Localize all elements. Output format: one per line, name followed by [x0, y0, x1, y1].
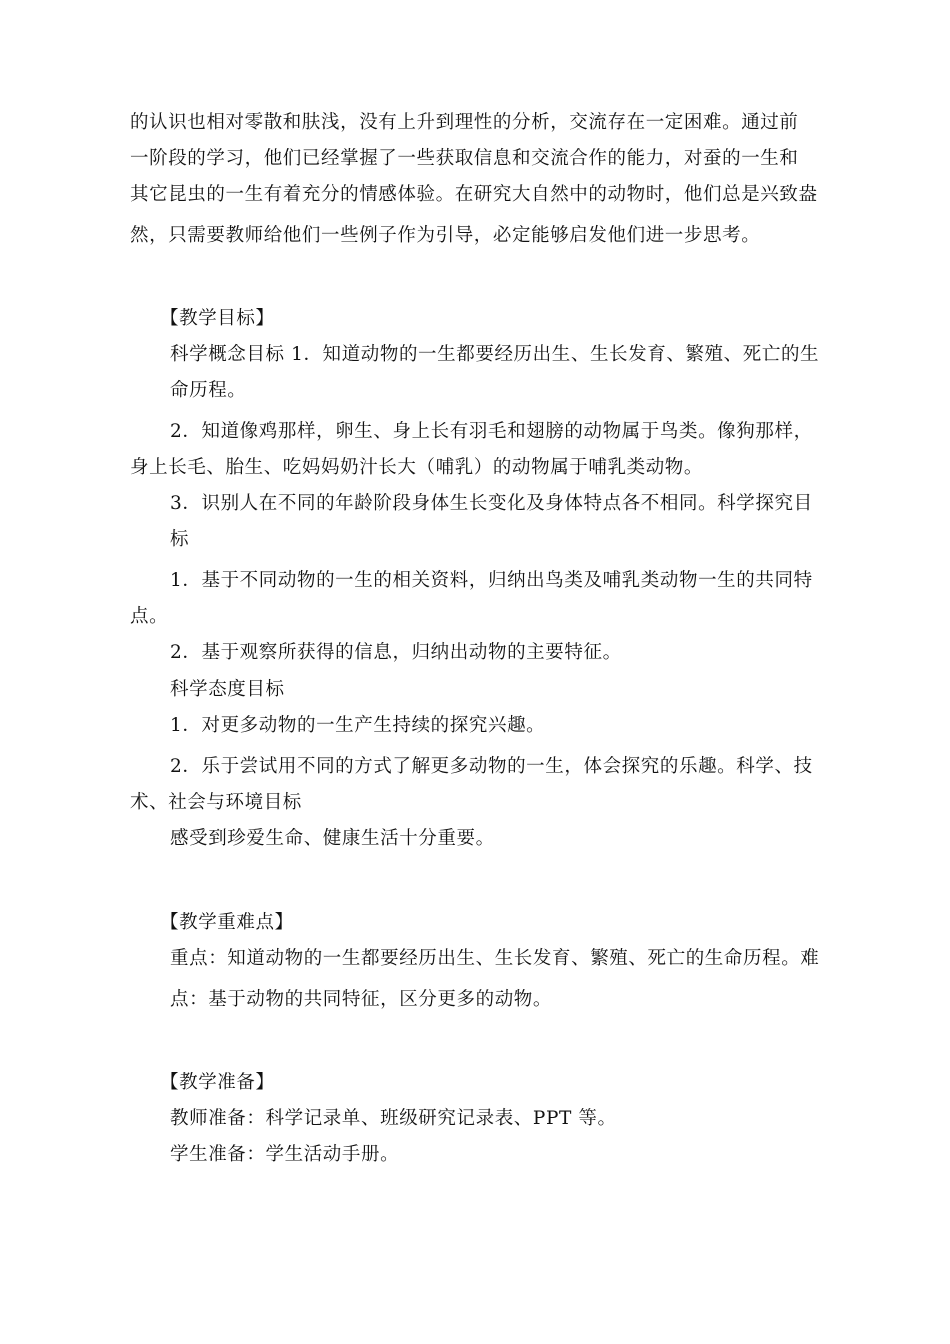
- objective-line: 1．对更多动物的一生产生持续的探究兴趣。: [170, 715, 546, 736]
- objective-line: 标: [170, 529, 190, 550]
- objective-line: 术、社会与环境目标: [130, 792, 302, 813]
- intro-line: 其它昆虫的一生有着充分的情感体验。在研究大自然中的动物时，他们总是兴致盎: [130, 184, 818, 205]
- key-point-line: 点：基于动物的共同特征，区分更多的动物。: [170, 989, 553, 1010]
- objective-line: 3．识别人在不同的年龄阶段身体生长变化及身体特点各不相同。科学探究目: [170, 493, 813, 514]
- preparation-line: 教师准备：科学记录单、班级研究记录表、PPT 等。: [170, 1108, 617, 1129]
- key-points-heading: 【教学重难点】: [160, 912, 294, 933]
- key-point-line: 重点：知道动物的一生都要经历出生、生长发育、繁殖、死亡的生命历程。难: [170, 948, 820, 969]
- preparation-heading: 【教学准备】: [160, 1072, 275, 1093]
- objective-line: 命历程。: [170, 380, 247, 401]
- objective-line: 2．知道像鸡那样，卵生、身上长有羽毛和翅膀的动物属于鸟类。像狗那样，: [170, 421, 813, 442]
- objective-line: 2．乐于尝试用不同的方式了解更多动物的一生，体会探究的乐趣。科学、技: [170, 756, 813, 777]
- objective-line: 科学态度目标: [170, 679, 285, 700]
- preparation-line: 学生准备：学生活动手册。: [170, 1144, 400, 1165]
- objectives-heading: 【教学目标】: [160, 308, 275, 329]
- objective-line: 2．基于观察所获得的信息，归纳出动物的主要特征。: [170, 642, 622, 663]
- objective-line: 点。: [130, 606, 169, 627]
- intro-line: 的认识也相对零散和肤浅，没有上升到理性的分析，交流存在一定困难。通过前: [130, 112, 799, 133]
- objective-line: 科学概念目标 1．知道动物的一生都要经历出生、生长发育、繁殖、死亡的生: [170, 344, 820, 365]
- objective-line: 感受到珍爱生命、健康生活十分重要。: [170, 828, 495, 849]
- intro-line: 然，只需要教师给他们一些例子作为引导，必定能够启发他们进一步思考。: [130, 225, 761, 246]
- intro-line: 一阶段的学习，他们已经掌握了一些获取信息和交流合作的能力，对蚕的一生和: [130, 148, 799, 169]
- objective-line: 身上长毛、胎生、吃妈妈奶汁长大（哺乳）的动物属于哺乳类动物。: [130, 457, 704, 478]
- objective-line: 1．基于不同动物的一生的相关资料，归纳出鸟类及哺乳类动物一生的共同特: [170, 570, 813, 591]
